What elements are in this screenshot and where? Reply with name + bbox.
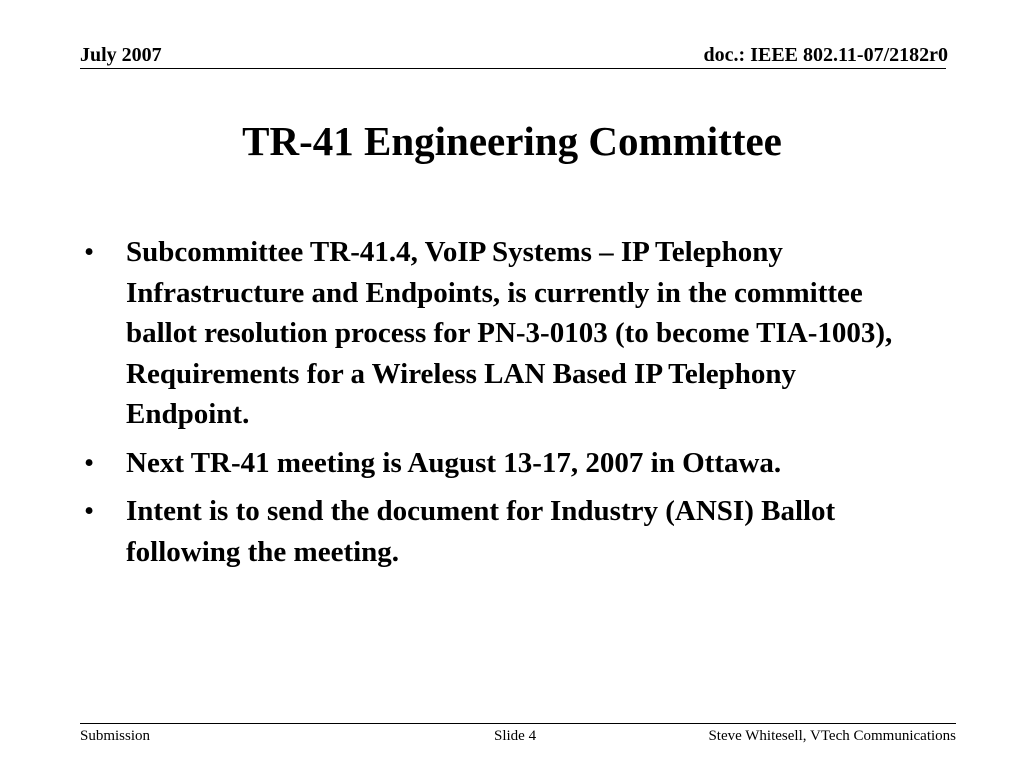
bullet-text-1: Subcommittee TR-41.4, VoIP Systems – IP Telephony Infrastructure and Endpoints, is currently in the committee ballot resolution process for PN-3-0103 (to become TIA-1003), Requirements for a Wireless LAN Based IP Telephony Endpoint. (126, 236, 893, 430)
header-doc-id: doc.: IEEE 802.11-07/2182r0 (703, 44, 948, 66)
bullet-text-2: Next TR-41 meeting is August 13-17, 2007 in Ottawa. (126, 446, 782, 479)
bullet-icon: • (84, 446, 95, 479)
footer-slide-number: Slide 4 (494, 728, 537, 744)
slide-title: TR-41 Engineering Committee (242, 118, 782, 164)
bullet-item-2 (84, 443, 924, 484)
bullet-icon: • (84, 236, 95, 268)
footer-submission: Submission (80, 728, 151, 744)
footer-author: Steve Whitesell, VTech Communications (708, 728, 956, 744)
bullet-list (84, 232, 924, 580)
bullet-text-3: Intent is to send the document for Industry (ANSI) Ballot following the meeting. (126, 495, 836, 568)
bullet-item-1 (84, 232, 924, 435)
bullet-item-3 (84, 491, 924, 572)
bullet-icon: • (84, 495, 95, 527)
header-divider (80, 68, 946, 69)
header-date: July 2007 (80, 44, 162, 66)
footer-divider (80, 723, 956, 724)
